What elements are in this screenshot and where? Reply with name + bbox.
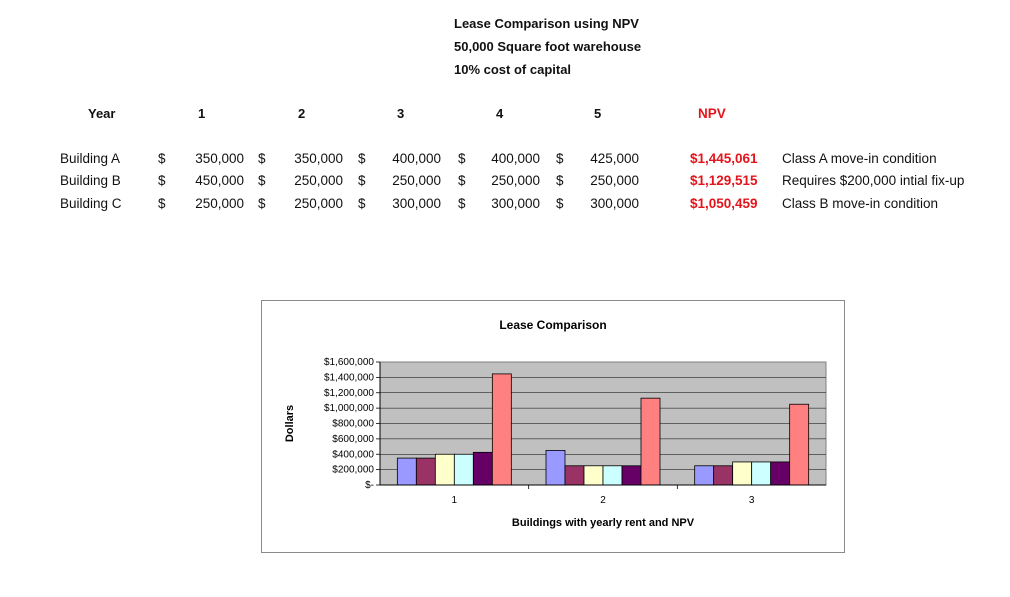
- rent-value: 250,000: [294, 173, 343, 188]
- y-tick-label: $800,000: [332, 418, 374, 430]
- currency-symbol: $: [258, 173, 266, 188]
- currency-symbol: $: [158, 196, 166, 211]
- bar: [603, 466, 622, 485]
- currency-symbol: $: [258, 151, 266, 166]
- bar: [584, 466, 603, 485]
- y-tick-label: $600,000: [332, 433, 374, 445]
- year-header: Year: [88, 106, 116, 121]
- year-header-5: 5: [594, 106, 602, 121]
- bar: [622, 466, 641, 485]
- chart-title: Lease Comparison: [499, 318, 607, 332]
- currency-symbol: $: [458, 173, 466, 188]
- row-note: Class B move-in condition: [782, 196, 939, 211]
- rent-value: 300,000: [392, 196, 441, 211]
- rent-value: 250,000: [590, 173, 639, 188]
- rent-value: 350,000: [294, 151, 343, 166]
- bar: [546, 450, 565, 485]
- y-tick-label: $1,600,000: [323, 357, 374, 368]
- bar: [771, 462, 790, 485]
- report-subtitle: 50,000 Square foot warehouse: [454, 39, 642, 54]
- year-header-4: 4: [496, 106, 504, 121]
- row-label: Building A: [60, 151, 121, 166]
- year-header-3: 3: [397, 106, 405, 121]
- report-cost-of-capital: 10% cost of capital: [454, 62, 572, 77]
- currency-symbol: $: [458, 151, 466, 166]
- currency-symbol: $: [358, 151, 366, 166]
- rent-value: 350,000: [195, 151, 244, 166]
- rent-value: 400,000: [392, 151, 441, 166]
- currency-symbol: $: [158, 151, 166, 166]
- currency-symbol: $: [556, 173, 564, 188]
- npv-value: $1,050,459: [690, 196, 758, 211]
- x-tick-label: 1: [451, 495, 458, 506]
- bar: [733, 462, 752, 485]
- bar: [641, 398, 660, 485]
- y-tick-label: $200,000: [332, 464, 374, 476]
- currency-symbol: $: [556, 196, 564, 211]
- year-header-2: 2: [298, 106, 306, 121]
- y-tick-label: $400,000: [332, 449, 374, 461]
- currency-symbol: $: [556, 151, 564, 166]
- bar: [473, 452, 492, 485]
- y-tick-label: $1,400,000: [323, 372, 374, 384]
- row-note: Class A move-in condition: [782, 151, 937, 166]
- row-note: Requires $200,000 intial fix-up: [782, 173, 965, 188]
- rent-value: 400,000: [491, 151, 540, 166]
- bar: [454, 454, 473, 485]
- bar: [397, 458, 416, 485]
- y-tick-label: $1,200,000: [323, 387, 374, 399]
- report-title: Lease Comparison using NPV: [454, 16, 639, 31]
- rent-value: 300,000: [590, 196, 639, 211]
- rent-value: 250,000: [195, 196, 244, 211]
- rent-value: 425,000: [590, 151, 639, 166]
- bar: [714, 466, 733, 485]
- bar: [435, 454, 454, 485]
- rent-value: 450,000: [195, 173, 244, 188]
- x-tick-label: 3: [748, 495, 755, 506]
- y-axis-label: Dollars: [284, 404, 296, 443]
- currency-symbol: $: [458, 196, 466, 211]
- x-axis-label: Buildings with yearly rent and NPV: [511, 517, 695, 529]
- bar: [695, 466, 714, 485]
- row-label: Building C: [60, 196, 122, 211]
- y-tick-label: $1,000,000: [323, 403, 374, 415]
- currency-symbol: $: [258, 196, 266, 211]
- rent-value: 300,000: [491, 196, 540, 211]
- npv-header: NPV: [698, 106, 726, 121]
- currency-symbol: $: [358, 196, 366, 211]
- currency-symbol: $: [358, 173, 366, 188]
- x-tick-label: 2: [600, 495, 606, 506]
- rent-value: 250,000: [491, 173, 540, 188]
- year-header-1: 1: [198, 106, 206, 121]
- npv-value: $1,129,515: [690, 173, 758, 188]
- lease-comparison-chart: [262, 301, 844, 552]
- bar: [416, 458, 435, 485]
- bar: [492, 374, 511, 485]
- npv-value: $1,445,061: [690, 151, 758, 166]
- rent-value: 250,000: [392, 173, 441, 188]
- bar: [752, 462, 771, 485]
- bar: [565, 466, 584, 485]
- bar: [790, 404, 809, 485]
- row-label: Building B: [60, 173, 121, 188]
- rent-value: 250,000: [294, 196, 343, 211]
- currency-symbol: $: [158, 173, 166, 188]
- chart-container: [261, 300, 845, 553]
- y-tick-label: $-: [365, 480, 374, 491]
